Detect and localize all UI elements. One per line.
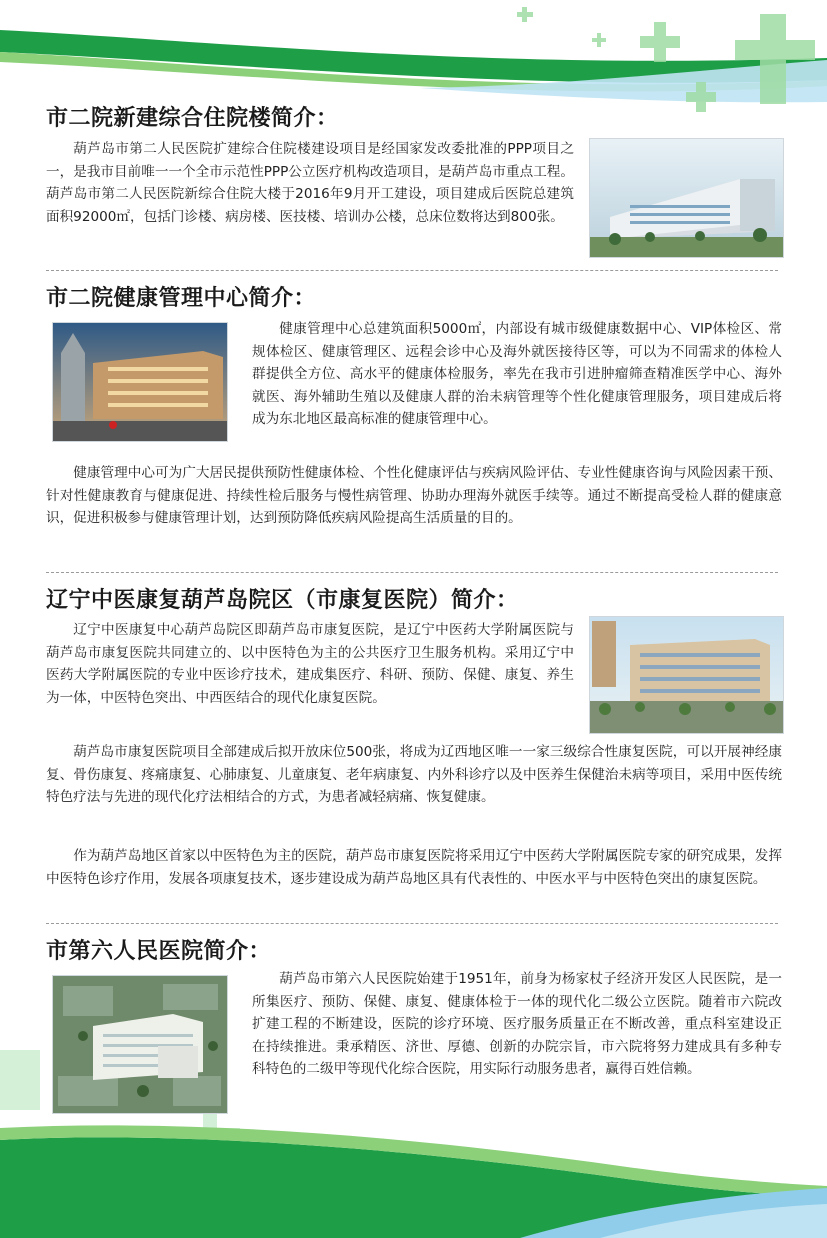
section-title-health-management: 市二院健康管理中心简介： xyxy=(46,286,317,311)
sixth-hospital-photo xyxy=(52,975,228,1114)
section-divider xyxy=(46,923,778,924)
hospital-building-photo xyxy=(589,138,784,258)
section-paragraph: 健康管理中心可为广大居民提供预防性健康体检、个性化健康评估与疾病风险评估、专业性健康咨询与风险因素干预、针对性健康教育与健康促进、持续性检后服务与慢性病管理、协助办理海外就医手续等。通过不断提高受检人群的健康意识，促进积极参与健康管理计划，达到预防降低疾病风险提高生活质量的目的。 xyxy=(46,465,782,526)
section-paragraph: 葫芦岛市第六人民医院始建于1951年，前身为杨家杖子经济开发区人民医院，是一所集医疗、预防、保健、康复、健康体检于一体的现代化二级公立医院。随着市六院改扩建工程的不断建设，医院的诊疗环境、医疗服务质量正在不断改善，重点科室建设正在持续推进。秉承精医、济世、厚德、创新的办院宗旨，市六院将努力建成具有多种专科特色的二级甲等现代化综合医院，用实际行动服务患者，赢得百姓信赖。 xyxy=(252,971,782,1077)
section-paragraph: 辽宁中医康复中心葫芦岛院区即葫芦岛市康复医院，是辽宁中医药大学附属医院与葫芦岛市康复医院共同建立的、以中医特色为主的公共医疗卫生服务机构。采用辽宁中医药大学附属医院的专业中医诊疗技术，建成集医疗、科研、预防、保健、康复、养生为一体，中医特色突出、中西医结合的现代化康复医院。 xyxy=(46,622,574,706)
section-paragraph: 作为葫芦岛地区首家以中医特色为主的医院，葫芦岛市康复医院将采用辽宁中医药大学附属医院专家的研究成果，发挥中医特色诊疗作用，发展各项康复技术，逐步建设成为葫芦岛地区具有代表性的、中医水平与中医特色突出的康复医院。 xyxy=(46,848,782,887)
section-paragraph: 健康管理中心总建筑面积5000㎡，内部设有城市级健康数据中心、VIP体检区、常规体检区、健康管理区、远程会诊中心及海外就医接待区等，可以为不同需求的体检人群提供全方位、高水平的健康体检服务，率先在我市引进肿瘤筛查精准医学中心、海外就医、海外辅助生殖以及健康人群的治未病管理等个性化健康管理服务，项目建成后将成为东北地区最高标准的健康管理中心。 xyxy=(252,321,782,427)
section-title-second-hospital-inpatient: 市二院新建综合住院楼简介： xyxy=(46,106,339,131)
section-paragraph: 葫芦岛市第二人民医院扩建综合住院楼建设项目是经国家发改委批准的PPP项目之一，是我市目前唯一一个全市示范性PPP公立医疗机构改造项目，是葫芦岛市重点工程。葫芦岛市第二人民医院新综合住院大楼于2016年9月开工建设，项目建成后医院总建筑面积92000㎡，包括门诊楼、病房楼、医技楼、培训办公楼，总床位数将达到800张。 xyxy=(46,141,574,225)
section-divider xyxy=(46,572,778,573)
health-center-photo xyxy=(52,322,228,442)
rehab-hospital-photo xyxy=(589,616,784,734)
section-divider xyxy=(46,270,778,271)
section-title-sixth-hospital: 市第六人民医院简介： xyxy=(46,939,272,964)
section-title-rehab-hospital: 辽宁中医康复葫芦岛院区（市康复医院）简介： xyxy=(46,588,519,613)
section-paragraph: 葫芦岛市康复医院项目全部建成后拟开放床位500张，将成为辽西地区唯一一家三级综合性康复医院，可以开展神经康复、骨伤康复、疼痛康复、心肺康复、儿童康复、老年病康复、内外科诊疗以及中医养生保健治未病等项目，采用中医传统特色疗法与先进的现代化疗法相结合的方式，为患者减轻病痛、恢复健康。 xyxy=(46,744,782,805)
